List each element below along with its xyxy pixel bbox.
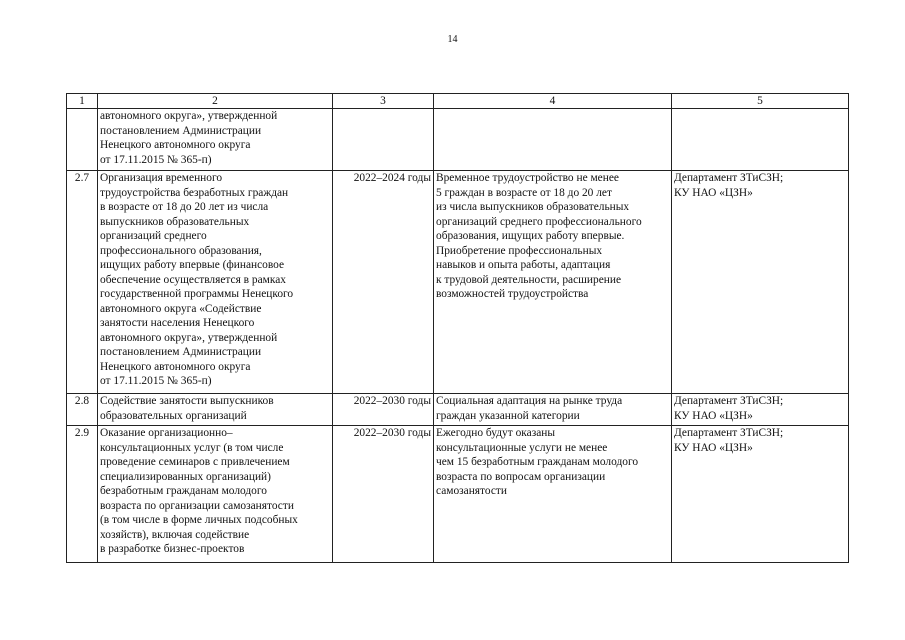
cell-text-line: специализированных организаций) (100, 470, 271, 483)
cell-text-line: постановлением Администрации (100, 124, 262, 137)
cell-text-line: ищущих работу впервые (финансовое (100, 259, 285, 271)
period-cell: 2022–2030 годы (333, 394, 434, 426)
column-header: 3 (333, 94, 434, 109)
row-number: 2.8 (67, 394, 98, 426)
table-row (67, 109, 849, 171)
cell-text-line: навыков и опыта работы, адаптация (436, 259, 611, 271)
cell-text-line: занятости населения Ненецкого (100, 317, 255, 329)
cell-text-line: автономного округа «Содействие (100, 302, 262, 315)
period-cell (333, 109, 434, 171)
cell-text-line: организаций среднего профессионального (436, 215, 642, 228)
cell-text-line: образования, ищущих работу впервые. (436, 230, 625, 242)
cell-text-line: возраста по вопросам организации (436, 470, 606, 483)
row-number: 2.7 (67, 171, 98, 394)
cell-text-line: консультационные услуги не менее (436, 441, 608, 454)
cell-text-line: государственной программы Ненецкого (100, 288, 294, 300)
cell-text-line: трудоустройства безработных граждан (100, 186, 289, 199)
column-header: 5 (672, 94, 849, 109)
column-header: 4 (434, 94, 672, 109)
period-cell: 2022–2030 годы (333, 426, 434, 563)
period-cell: 2022–2024 годы (333, 171, 434, 394)
cell-text-line: к трудовой деятельности, расширение (436, 273, 622, 286)
cell-text-line: автономного округа», утвержденной (100, 331, 278, 344)
cell-text-line: выпускников образовательных (100, 215, 250, 228)
cell-text-line: консультационных услуг (в том числе (100, 441, 284, 454)
cell-text-line: КУ НАО «ЦЗН» (674, 409, 753, 422)
measure-cell (98, 171, 333, 394)
cell-text-line: граждан указанной категории (436, 409, 580, 422)
measures-table (66, 93, 849, 563)
measure-cell (98, 394, 333, 426)
executor-cell (672, 171, 849, 394)
measure-cell (98, 426, 333, 563)
table-row (67, 171, 849, 394)
executor-cell (672, 109, 849, 171)
cell-text-line: образовательных организаций (100, 409, 247, 422)
cell-text-line: (в том числе в форме личных подсобных (100, 514, 298, 526)
cell-text-line: автономного округа», утвержденной (100, 110, 278, 122)
cell-text-line: от 17.11.2015 № 365-п) (100, 375, 212, 387)
cell-text-line: 5 граждан в возрасте от 18 до 20 лет (436, 186, 612, 199)
cell-text-line: КУ НАО «ЦЗН» (674, 441, 753, 454)
table-row (67, 426, 849, 563)
cell-text-line: Ежегодно будут оказаны (436, 427, 555, 439)
cell-text-line: организаций среднего (100, 230, 207, 242)
cell-text-line: обеспечение осуществляется в рамках (100, 273, 286, 286)
result-cell (434, 426, 672, 563)
cell-text-line: возраста по организации самозанятости (100, 499, 294, 512)
cell-text-line: Приобретение профессиональных (436, 244, 603, 257)
table-row (67, 394, 849, 426)
column-header: 2 (98, 94, 333, 109)
cell-text-line: Организация временного (100, 172, 223, 184)
cell-text-line: Ненецкого автономного округа (100, 360, 251, 373)
cell-text-line: Содействие занятости выпускников (100, 395, 274, 407)
cell-text-line: КУ НАО «ЦЗН» (674, 186, 753, 199)
result-cell (434, 394, 672, 426)
cell-text-line: Департамент ЗТиСЗН; (674, 395, 784, 407)
cell-text-line: Оказание организационно– (100, 427, 233, 439)
cell-text-line: Департамент ЗТиСЗН; (674, 427, 784, 439)
result-cell (434, 109, 672, 171)
row-number: 2.9 (67, 426, 98, 563)
cell-text-line: безработным гражданам молодого (100, 485, 267, 497)
executor-cell (672, 426, 849, 563)
cell-text-line: возможностей трудоустройства (436, 288, 589, 300)
cell-text-line: Департамент ЗТиСЗН; (674, 172, 784, 184)
cell-text-line: постановлением Администрации (100, 346, 262, 358)
row-number (67, 109, 98, 171)
cell-text-line: Временное трудоустройство не менее (436, 172, 619, 184)
cell-text-line: Социальная адаптация на рынке труда (436, 395, 623, 407)
column-header: 1 (67, 94, 98, 109)
result-cell (434, 171, 672, 394)
page-number: 14 (447, 34, 458, 45)
measure-cell (98, 109, 333, 171)
cell-text-line: хозяйств), включая содействие (100, 528, 250, 541)
cell-text-line: Ненецкого автономного округа (100, 139, 251, 151)
cell-text-line: проведение семинаров с привлечением (100, 456, 290, 468)
cell-text-line: профессионального образования, (100, 244, 262, 257)
executor-cell (672, 394, 849, 426)
cell-text-line: в разработке бизнес-проектов (100, 543, 245, 555)
table-header-row (67, 94, 849, 109)
cell-text-line: в возрасте от 18 до 20 лет из числа (100, 201, 269, 213)
cell-text-line: из числа выпускников образовательных (436, 201, 630, 213)
cell-text-line: чем 15 безработным гражданам молодого (436, 456, 639, 468)
cell-text-line: самозанятости (436, 485, 507, 497)
cell-text-line: от 17.11.2015 № 365-п) (100, 153, 212, 166)
